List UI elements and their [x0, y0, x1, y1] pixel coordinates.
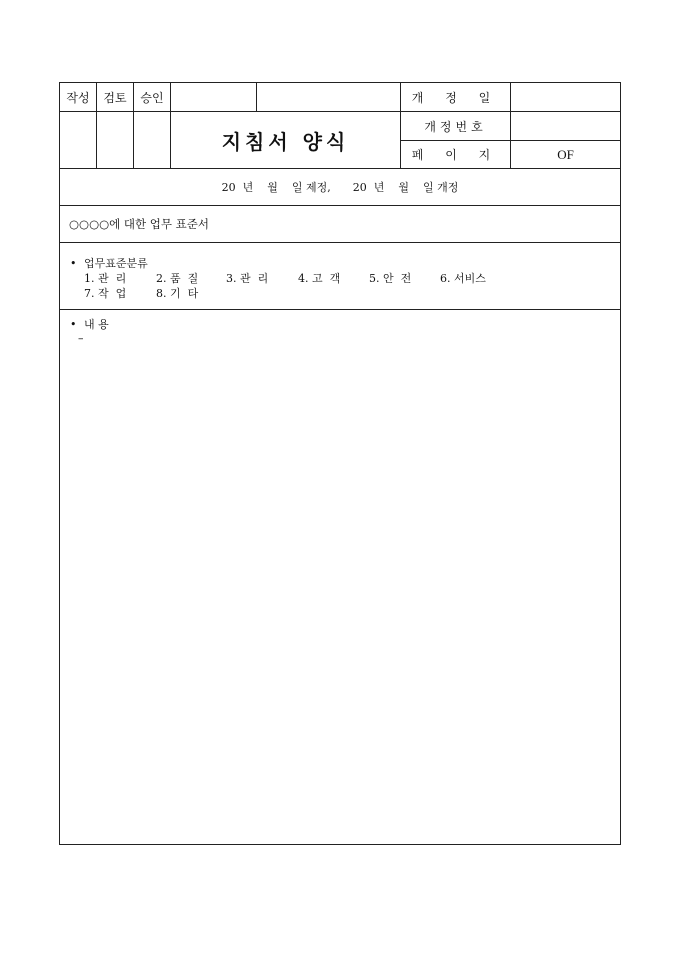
approval-label-approve: 승인: [134, 83, 171, 112]
class-item: 5. 안 전: [369, 272, 412, 285]
document-form: [59, 82, 621, 845]
class-item: 4. 고 객: [298, 272, 341, 285]
approval-label-review: 검토: [97, 83, 134, 112]
class-item: 3. 관 리: [226, 272, 269, 285]
class-item: 1. 관 리: [84, 272, 127, 285]
approval-label-author: 작성: [60, 83, 97, 112]
dates-row: [60, 169, 620, 206]
classification-heading-line: [70, 255, 620, 270]
subject-row: ○○○○에 대한 업무 표준서: [60, 206, 620, 243]
class-item: 6. 서비스: [440, 272, 486, 285]
classification-heading: 업무표준분류: [84, 257, 148, 270]
class-item: 8. 기 타: [156, 287, 199, 300]
blank-cell-b: [257, 83, 401, 112]
bullet: •: [70, 257, 77, 270]
blank-cell-a: [171, 83, 257, 112]
signature-box-approve: [134, 112, 171, 169]
revision-date-value: [511, 83, 620, 112]
page-value: OF: [511, 141, 620, 169]
revise-date: 20 년 월 일 개정: [352, 181, 459, 194]
page-label: 페 이 지: [401, 141, 511, 169]
classification-row-1: [70, 270, 620, 285]
enact-date: 20 년 월 일 제정,: [221, 181, 331, 194]
signature-box-author: [60, 112, 97, 169]
revision-date-label: 개 정 일: [401, 83, 511, 112]
bullet: •: [70, 318, 77, 331]
classification-row-2: [70, 285, 620, 300]
document-title: 지침서 양식: [171, 112, 401, 169]
classification-section: [60, 243, 620, 310]
content-section: [60, 310, 620, 844]
header-block: [60, 83, 620, 169]
class-item: 2. 품 질: [156, 272, 199, 285]
content-dash: –: [78, 332, 84, 345]
content-heading: 내 용: [84, 318, 109, 331]
revision-number-value: [511, 112, 620, 141]
revision-number-label: 개정번호: [401, 112, 511, 141]
content-heading-line: [70, 316, 620, 332]
signature-box-review: [97, 112, 134, 169]
class-item: 7. 작 업: [84, 287, 127, 300]
